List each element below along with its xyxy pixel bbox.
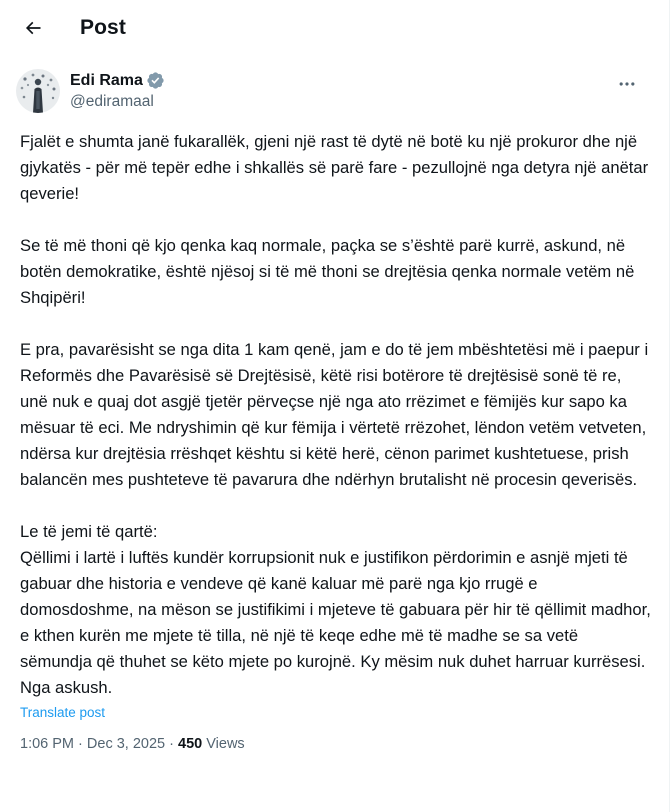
post-paragraph: Le të jemi të qartë: — [20, 522, 158, 541]
meta-separator: · — [78, 736, 83, 752]
avatar[interactable] — [16, 69, 60, 113]
post-paragraph: Fjalët e shumta janë fukarallëk, gjeni një rast të dytë në botë ku një prokuror dhe një gjykatës - për më tepër edhe i shkallës së parë fare - pezullojnë nga detyra një anëtar qeverie! — [20, 132, 649, 203]
author-handle[interactable]: @ediramaal — [70, 93, 154, 110]
author-meta — [70, 71, 165, 111]
more-horizontal-icon — [617, 74, 637, 94]
post-paragraph: Qëllimi i lartë i luftës kundër korrupsionit nuk e justifikon përdorimin e asnjë mjeti të gabuar dhe historia e vendeve që kanë kaluar më parë nga kjo rrugë e domosdoshme, na mëson se justifikimi i mjeteve të gabuara për hir të qëllimit madhor, e kthen kurën me mjete të tilla, në një të keqe edhe më të madhe se sa vetë sëmundja që thuhet se këto mjete po kurojnë. Ky mësim nuk duhet harruar kurrësesi. Nga askush. — [20, 548, 651, 697]
back-button[interactable] — [16, 11, 50, 45]
page-header — [0, 0, 669, 56]
author-name-line — [70, 71, 165, 90]
post-meta — [0, 736, 669, 752]
author-name[interactable]: Edi Rama — [70, 71, 143, 89]
post-text — [0, 129, 669, 701]
views-count: 450 — [178, 736, 203, 752]
views-label: Views — [206, 736, 245, 752]
verified-badge-icon — [146, 71, 165, 90]
page-title: Post — [80, 16, 126, 39]
post-paragraph: E pra, pavarësisht se nga dita 1 kam qenë, jam e do të jem mbështetësi më i paepur i Reformës dhe Pavarësisë së Drejtësisë, këtë risi botërore të drejtësisë sonë të re, unë nuk e quaj dot asgjë tjetër përveçse një nga ato rrëzimet e fëmijës kur sapo ka mësuar të eci. Me ndryshimin që kur fëmija i vërtetë rrëzohet, lëndon vetëm vetveten, ndërsa kur drejtësia rrëshqet kështu si këtë herë, cënon parimet kushtetuese, prish balancën mes pushteteve të pavarura dhe ndërhyn brutalisht në procesin qeverisës. — [20, 340, 649, 489]
post-author — [0, 56, 669, 113]
avatar-image — [16, 69, 60, 113]
arrow-left-icon — [23, 18, 43, 38]
post-date[interactable]: Dec 3, 2025 — [86, 736, 166, 752]
post-time[interactable]: 1:06 PM — [20, 736, 74, 752]
more-options-button[interactable] — [615, 74, 639, 94]
post-paragraph: Se të më thoni që kjo qenka kaq normale, paçka se s’është parë kurrë, askund, në botën demokratike, është njësoj si të më thoni se drejtësia qenka normale vetëm në Shqipëri! — [20, 236, 635, 307]
meta-separator: · — [169, 736, 174, 752]
translate-post-link[interactable]: Translate post — [20, 705, 106, 720]
